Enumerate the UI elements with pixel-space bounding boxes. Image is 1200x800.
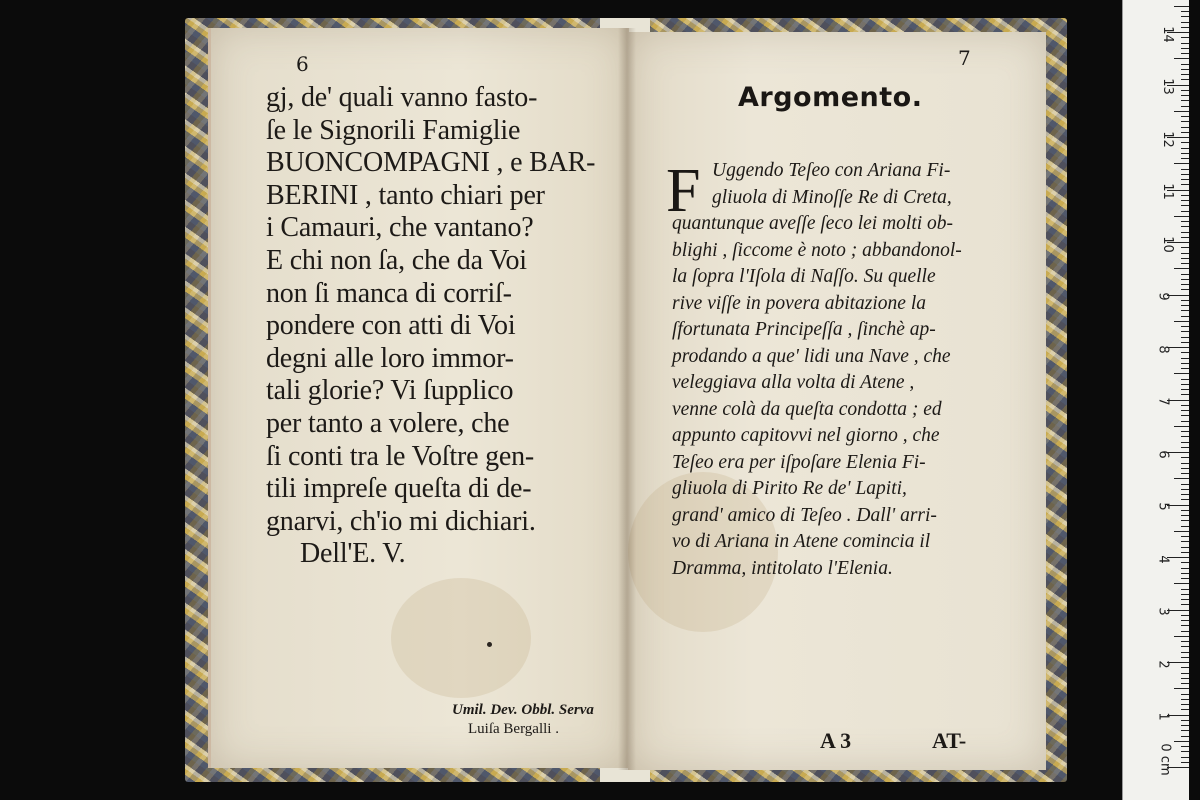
ruler-tick (1181, 326, 1189, 327)
ruler-tick (1181, 184, 1189, 185)
text-line: degni alle loro immor- (266, 342, 514, 374)
text-line: la ſopra l'Iſola di Naſſo. Su quelle (672, 266, 936, 287)
ruler-tick (1181, 463, 1189, 464)
ruler-tick (1181, 515, 1189, 516)
ruler-tick (1181, 27, 1189, 28)
text-line: Dramma, intitolato l'Elenia. (672, 557, 893, 579)
ruler-tick (1181, 331, 1189, 332)
ruler-tick (1181, 169, 1189, 170)
ruler-tick (1181, 226, 1189, 227)
ruler-tick (1181, 310, 1189, 311)
ruler-tick (1181, 116, 1189, 117)
ruler-tick (1181, 179, 1189, 180)
ruler-tick (1181, 625, 1189, 626)
ruler-number: 8 (1155, 345, 1171, 354)
ruler-tick (1181, 258, 1189, 259)
ruler-tick (1181, 494, 1189, 495)
ruler-tick (1181, 762, 1189, 763)
text-line: blighi , ſiccome è noto ; abbandonol- (672, 239, 962, 261)
ruler-tick (1174, 478, 1189, 479)
ruler-tick (1181, 720, 1189, 721)
ruler-tick (1181, 221, 1189, 222)
closing-line: Dell'E. V. (300, 538, 406, 570)
ruler-tick (1181, 678, 1189, 679)
ruler-tick (1181, 547, 1189, 548)
ruler-number: 13 (1159, 78, 1175, 95)
ruler-tick (1181, 100, 1189, 101)
ink-dot (487, 642, 492, 647)
ruler-tick (1181, 74, 1189, 75)
ruler-tick (1181, 316, 1189, 317)
signature-mark: A 3 (820, 728, 852, 753)
ruler-tick (1181, 599, 1189, 600)
ruler-tick (1181, 489, 1189, 490)
ruler-tick (1181, 573, 1189, 574)
ruler-tick (1181, 730, 1189, 731)
ruler-tick (1181, 499, 1189, 500)
ruler-tick (1174, 688, 1189, 689)
right-page-text (672, 158, 1012, 582)
ruler-tick (1181, 673, 1189, 674)
ruler-tick (1181, 536, 1189, 537)
ruler-tick (1181, 279, 1189, 280)
text-line: quantunque aveſſe ſeco lei molti ob- (672, 213, 954, 234)
text-line: gliuola di Pirito Re de' Lapiti, (672, 478, 907, 499)
ruler-tick (1181, 95, 1189, 96)
ruler-tick (1181, 631, 1189, 632)
text-line: veleggiava alla volta di Atene , (672, 372, 915, 393)
ruler-tick (1181, 484, 1189, 485)
ruler-tick (1174, 373, 1189, 374)
ruler-tick (1181, 604, 1189, 605)
ruler-tick (1181, 16, 1189, 17)
ruler-tick (1181, 667, 1189, 668)
ruler-tick (1181, 121, 1189, 122)
ruler-number: 9 (1155, 292, 1171, 301)
ruler-number: 11 (1159, 183, 1175, 200)
ruler-tick (1181, 358, 1189, 359)
left-page-text (266, 82, 606, 571)
ruler-tick (1181, 64, 1189, 65)
ruler-tick (1181, 594, 1189, 595)
ruler-number: 3 (1155, 607, 1171, 616)
ruler-tick (1181, 725, 1189, 726)
ruler-tick (1174, 58, 1189, 59)
ruler-tick (1181, 436, 1189, 437)
ruler-tick (1174, 321, 1189, 322)
ruler-tick (1181, 641, 1189, 642)
ruler-tick (1181, 195, 1189, 196)
ruler-tick (1181, 589, 1189, 590)
ruler-tick (1174, 741, 1189, 742)
ruler-tick (1181, 368, 1189, 369)
ruler-tick (1181, 247, 1189, 248)
ruler-tick (1181, 300, 1189, 301)
ruler-tick (1181, 263, 1189, 264)
text-line: per tanto a volere, che (266, 407, 510, 439)
ruler-tick (1181, 142, 1189, 143)
ruler-tick (1181, 69, 1189, 70)
ruler-tick (1174, 583, 1189, 584)
ruler-tick (1181, 337, 1189, 338)
ruler-tick (1181, 200, 1189, 201)
ruler-tick (1181, 578, 1189, 579)
ruler-tick (1181, 541, 1189, 542)
text-line: ſfortunata Principeſſa , ſinchè ap- (672, 319, 936, 340)
ruler-tick (1181, 683, 1189, 684)
ruler-tick (1181, 562, 1189, 563)
text-line: appunto capitovvi nel giorno , che (672, 425, 940, 446)
ruler-tick (1181, 90, 1189, 91)
ruler-tick (1181, 526, 1189, 527)
ruler-number: 5 (1155, 502, 1171, 511)
ruler-tick (1181, 510, 1189, 511)
text-line: i Camauri, che vantano? (266, 212, 534, 244)
text-line: tili impreſe queſta di de- (266, 473, 532, 505)
ruler-tick (1181, 421, 1189, 422)
ruler-tick (1174, 636, 1189, 637)
ruler-number: 6 (1155, 450, 1171, 459)
ruler-tick (1181, 132, 1189, 133)
ruler-tick (1181, 127, 1189, 128)
ruler-tick (1181, 746, 1189, 747)
signature-line-2: Luiſa Bergalli . (468, 721, 559, 737)
ruler-tick (1181, 394, 1189, 395)
ruler-tick (1181, 410, 1189, 411)
ruler-tick (1174, 268, 1189, 269)
ruler-number: 7 (1155, 397, 1171, 406)
ruler-tick (1174, 216, 1189, 217)
ruler-tick (1181, 253, 1189, 254)
ruler-tick (1181, 442, 1189, 443)
ruler-tick (1174, 531, 1189, 532)
text-line: vo di Ariana in Atene comincia il (672, 531, 931, 552)
ruler-tick (1181, 652, 1189, 653)
signature-line-1: Umil. Dev. Obbl. Serva (452, 702, 594, 718)
page-stain (391, 578, 531, 698)
section-heading: Argomento. (738, 82, 923, 113)
ruler-tick (1181, 342, 1189, 343)
text-line: gnarvi, ch'io mi dichiari. (266, 505, 536, 537)
ruler-tick (1181, 473, 1189, 474)
catchword: AT- (932, 728, 967, 753)
text-line: venne colà da queſta condotta ; ed (672, 398, 942, 420)
ruler-tick (1181, 657, 1189, 658)
ruler-tick (1181, 289, 1189, 290)
text-line: BERINI , tanto chiari per (266, 179, 545, 211)
ruler-number: 2 (1155, 660, 1171, 669)
ruler-number: 10 (1159, 236, 1175, 253)
ruler-tick (1181, 447, 1189, 448)
text-line: tali glorie? Vi ſupplico (266, 375, 514, 407)
ruler-tick (1181, 694, 1189, 695)
ruler-tick (1174, 163, 1189, 164)
ruler-tick (1181, 174, 1189, 175)
text-line: BUONCOMPAGNI , e BAR- (266, 147, 596, 179)
text-line: Teſeo era per iſpoſare Elenia Fi- (672, 451, 926, 473)
ruler-number: 12 (1159, 131, 1175, 148)
ruler-tick (1181, 468, 1189, 469)
ruler-tick (1181, 751, 1189, 752)
text-line: Uggendo Teſeo con Ariana Fi- (712, 160, 951, 181)
ruler-tick (1181, 237, 1189, 238)
ruler-tick (1181, 415, 1189, 416)
ruler-tick (1181, 232, 1189, 233)
ruler-tick (1181, 158, 1189, 159)
ruler-tick (1181, 709, 1189, 710)
ruler-tick (1181, 363, 1189, 364)
ruler-tick (1181, 11, 1189, 12)
ruler-tick (1181, 211, 1189, 212)
ruler-tick (1181, 552, 1189, 553)
ruler-tick (1174, 111, 1189, 112)
ruler-tick (1181, 53, 1189, 54)
ruler-tick (1181, 389, 1189, 390)
text-line: E chi non ſa, che da Voi (266, 244, 527, 276)
ruler-tick (1181, 153, 1189, 154)
ruler-tick (1181, 736, 1189, 737)
ruler-tick (1181, 379, 1189, 380)
ruler-tick (1181, 615, 1189, 616)
left-page-number: 6 (296, 52, 309, 76)
text-line: gliuola di Minoſſe Re di Creta, (712, 186, 952, 208)
ruler-tick (1181, 148, 1189, 149)
ruler-tick (1181, 646, 1189, 647)
text-line: pondere con atti di Voi (266, 310, 516, 342)
drop-cap: F (666, 157, 701, 225)
ruler-tick (1181, 274, 1189, 275)
text-line: ſe le Signorili Famiglie (266, 114, 521, 146)
ruler-tick (1181, 568, 1189, 569)
text-line: non ſi manca di corriſ- (266, 277, 512, 309)
right-page-number: 7 (958, 46, 971, 70)
ruler-tick (1181, 48, 1189, 49)
ruler-tick (1181, 757, 1189, 758)
text-line: ſi conti tra le Voſtre gen- (266, 440, 535, 472)
text-line: gj, de' quali vanno fasto- (266, 82, 538, 113)
ruler-tick (1181, 620, 1189, 621)
ruler-number: 14 (1159, 26, 1175, 43)
ruler-tick (1181, 384, 1189, 385)
ruler-tick (1181, 205, 1189, 206)
ruler-number: 4 (1155, 555, 1171, 564)
ruler-tick (1181, 520, 1189, 521)
ruler-tick (1174, 426, 1189, 427)
ruler-tick (1181, 43, 1189, 44)
measurement-ruler (1122, 0, 1189, 800)
ruler-tick (1181, 405, 1189, 406)
text-line: grand' amico di Teſeo . Dall' arri- (672, 504, 937, 526)
ruler-tick (1181, 699, 1189, 700)
ruler-tick (1181, 305, 1189, 306)
ruler-tick (1181, 37, 1189, 38)
ruler-tick (1181, 106, 1189, 107)
ruler-tick (1181, 431, 1189, 432)
text-line: prodando a que' lidi una Nave , che (672, 345, 951, 367)
ruler-tick (1174, 6, 1189, 7)
ruler-tick (1181, 284, 1189, 285)
ruler-tick (1181, 352, 1189, 353)
page-gutter (618, 28, 636, 770)
ruler-unit-label: 0 cm (1157, 743, 1173, 776)
ruler-tick (1181, 457, 1189, 458)
text-line: rive viſſe in povera abitazione la (672, 292, 926, 314)
ruler-number: 1 (1155, 712, 1171, 721)
ruler-tick (1181, 79, 1189, 80)
ruler-tick (1181, 704, 1189, 705)
ruler-tick (1181, 22, 1189, 23)
